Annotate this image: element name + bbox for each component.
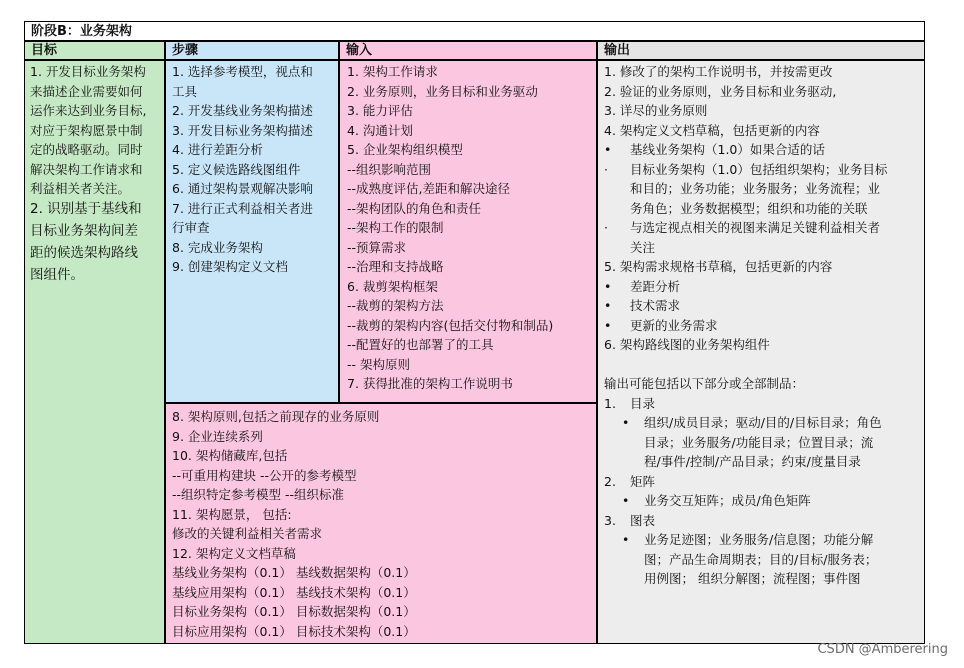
step-line: 7. 进行正式利益相关者进 (172, 200, 313, 216)
steps-cell (165, 60, 339, 403)
step-line: 9. 创建架构定义文档 (172, 259, 288, 274)
output-line: 和目的；业务功能；业务服务；业务流程；业 (630, 181, 881, 196)
header-goal: 目标 (24, 41, 165, 60)
input-line: 7. 获得批准的架构工作说明书 (347, 376, 513, 391)
output-line: 业务交互矩阵；成员/角色矩阵 (644, 493, 811, 508)
output-line: 与选定视点相关的视图来满足关键利益相关者 (630, 220, 881, 235)
output-line: 业务足迹图；业务服务/信息图；功能分解 (644, 532, 874, 547)
input-line: --架构工作的限制 (347, 220, 444, 235)
input-line: --治理和支持战略 (347, 259, 444, 274)
input2-line: 9. 企业连续系列 (172, 428, 263, 444)
output-line: 2. 验证的业务原则，业务目标和业务驱动, (604, 83, 837, 99)
input-line: -- 架构原则 (347, 356, 410, 372)
list-number: 1. (604, 395, 616, 411)
step-line: 8. 完成业务架构 (172, 239, 263, 255)
input-line: --裁剪的架构内容(包括交付物和制品) (347, 317, 554, 333)
header-steps: 步骤 (165, 41, 339, 60)
goal-line: 解决架构工作请求和 (30, 161, 143, 177)
output-line: 基线业务架构（1.0）如果合适的话 (630, 142, 825, 157)
header-outputs: 输出 (597, 41, 925, 60)
output-line: 组织/成员目录；驱动/目的/目标目录；角色 (644, 415, 882, 430)
goal2-line: 2. 识别基于基线和 (30, 201, 142, 217)
goal2-line: 图组件。 (30, 267, 84, 283)
input2-line: 8. 架构原则,包括之前现存的业务原则 (172, 409, 380, 424)
goal-line: 1. 开发目标业务架构 (30, 64, 146, 79)
bullet-icon: • (622, 532, 630, 547)
watermark: CSDN @Amberering (817, 642, 948, 657)
input-line: --成熟度评估,差距和解决途径 (347, 181, 510, 196)
bullet-icon: • (622, 415, 630, 430)
output-line: 4. 架构定义文档草稿，包括更新的内容 (604, 122, 820, 138)
output-line: 图表 (630, 512, 656, 528)
output-line: 差距分析 (630, 278, 681, 294)
bullet-icon: · (604, 220, 608, 235)
input2-line: 目标应用架构（0.1） 目标技术架构（0.1） (172, 623, 416, 639)
goal2-line: 距的候选架构路线 (30, 245, 138, 261)
step-line: 3. 开发目标业务架构描述 (172, 122, 313, 138)
step-line: 5. 定义候选路线图组件 (172, 161, 301, 177)
output-line: 6. 架构路线图的业务架构组件 (604, 337, 770, 352)
header-inputs: 输入 (339, 41, 597, 60)
input-line: 1. 架构工作请求 (347, 64, 438, 79)
input2-line: 基线业务架构（0.1） 基线数据架构（0.1） (172, 565, 416, 580)
input-line: --组织影响范围 (347, 161, 432, 177)
inputs-cell-lower (165, 403, 597, 644)
input-line: 4. 沟通计划 (347, 122, 413, 138)
output-line: 图；产品生命周期表；目的/目标/服务表； (644, 551, 878, 567)
step-line: 2. 开发基线业务架构描述 (172, 103, 313, 118)
bullet-icon: • (604, 298, 612, 313)
goal-cell (24, 60, 165, 644)
outputs-cell (597, 60, 925, 644)
input-line: --配置好的也部署了的工具 (347, 337, 494, 352)
bullet-icon: · (604, 161, 608, 177)
output-line: 更新的业务需求 (630, 317, 718, 333)
input-line: 5. 企业架构组织模型 (347, 142, 463, 157)
goal-line: 来描述企业需要如何 (30, 83, 143, 99)
input-line: 3. 能力评估 (347, 103, 413, 118)
inputs-cell-upper (339, 60, 597, 403)
goal-line: 定的战略驱动。同时 (30, 142, 143, 157)
step-line: 6. 通过架构景观解决影响 (172, 181, 313, 196)
step-line: 1. 选择参考模型，视点和 (172, 64, 313, 79)
input2-line: --组织特定参考模型 --组织标准 (172, 487, 345, 502)
input2-line: 目标业务架构（0.1） 目标数据架构（0.1） (172, 604, 416, 619)
output-line: 5. 架构需求规格书草稿，包括更新的内容 (604, 259, 833, 274)
step-line: 4. 进行差距分析 (172, 142, 263, 157)
phase-title: 阶段B：业务架构 (31, 24, 132, 39)
output-line: 技术需求 (630, 298, 681, 313)
input2-line: 修改的关键利益相关者需求 (172, 526, 323, 541)
output-line: 1. 修改了的架构工作说明书，并按需更改 (604, 64, 833, 79)
input-line: 6. 裁剪架构框架 (347, 278, 438, 294)
output-line: 目标业务架构（1.0）包括组织架构；业务目标 (630, 161, 888, 177)
output-line: 矩阵 (630, 473, 656, 489)
goal-line: 对应于架构愿景中制 (30, 122, 143, 138)
input2-line: 12. 架构定义文档草稿 (172, 545, 296, 561)
input-line: --预算需求 (347, 239, 407, 255)
input-line: --裁剪的架构方法 (347, 298, 444, 313)
bullet-icon: • (622, 493, 630, 508)
input2-line: 11. 架构愿景， 包括: (172, 506, 292, 522)
output-line: 目录 (630, 395, 656, 411)
input2-line: 基线应用架构（0.1） 基线技术架构（0.1） (172, 584, 416, 600)
step-line: 工具 (172, 83, 198, 99)
list-number: 3. (604, 512, 616, 528)
bullet-icon: • (604, 142, 612, 157)
output-line: 目录；业务服务/功能目录；位置目录；流 (644, 434, 874, 450)
bullet-icon: • (604, 278, 612, 294)
phase-title-row (24, 21, 925, 41)
step-line: 行审查 (172, 220, 210, 235)
goal-line: 运作来达到业务目标, (30, 103, 147, 118)
bullet-icon: • (604, 317, 612, 333)
output-line: 3. 详尽的业务原则 (604, 103, 708, 118)
list-number: 2. (604, 473, 616, 489)
goal2-line: 目标业务架构间差 (30, 223, 138, 239)
output-line: 用例图； 组织分解图；流程图；事件图 (644, 571, 861, 586)
goal-line: 利益相关者关注。 (30, 181, 131, 196)
input-line: 2. 业务原则，业务目标和业务驱动 (347, 83, 538, 99)
input2-line: 10. 架构储藏库,包括 (172, 448, 288, 463)
output-line: 关注 (630, 239, 656, 255)
output-line: 程/事件/控制/产品目录；约束/度量目录 (644, 454, 861, 469)
input-line: --架构团队的角色和责任 (347, 200, 482, 216)
output-line: 输出可能包括以下部分或全部制品： (604, 376, 805, 391)
output-line: 务角色；业务数据模型；组织和功能的关联 (630, 200, 868, 216)
input2-line: --可重用构建块 --公开的参考模型 (172, 467, 357, 483)
